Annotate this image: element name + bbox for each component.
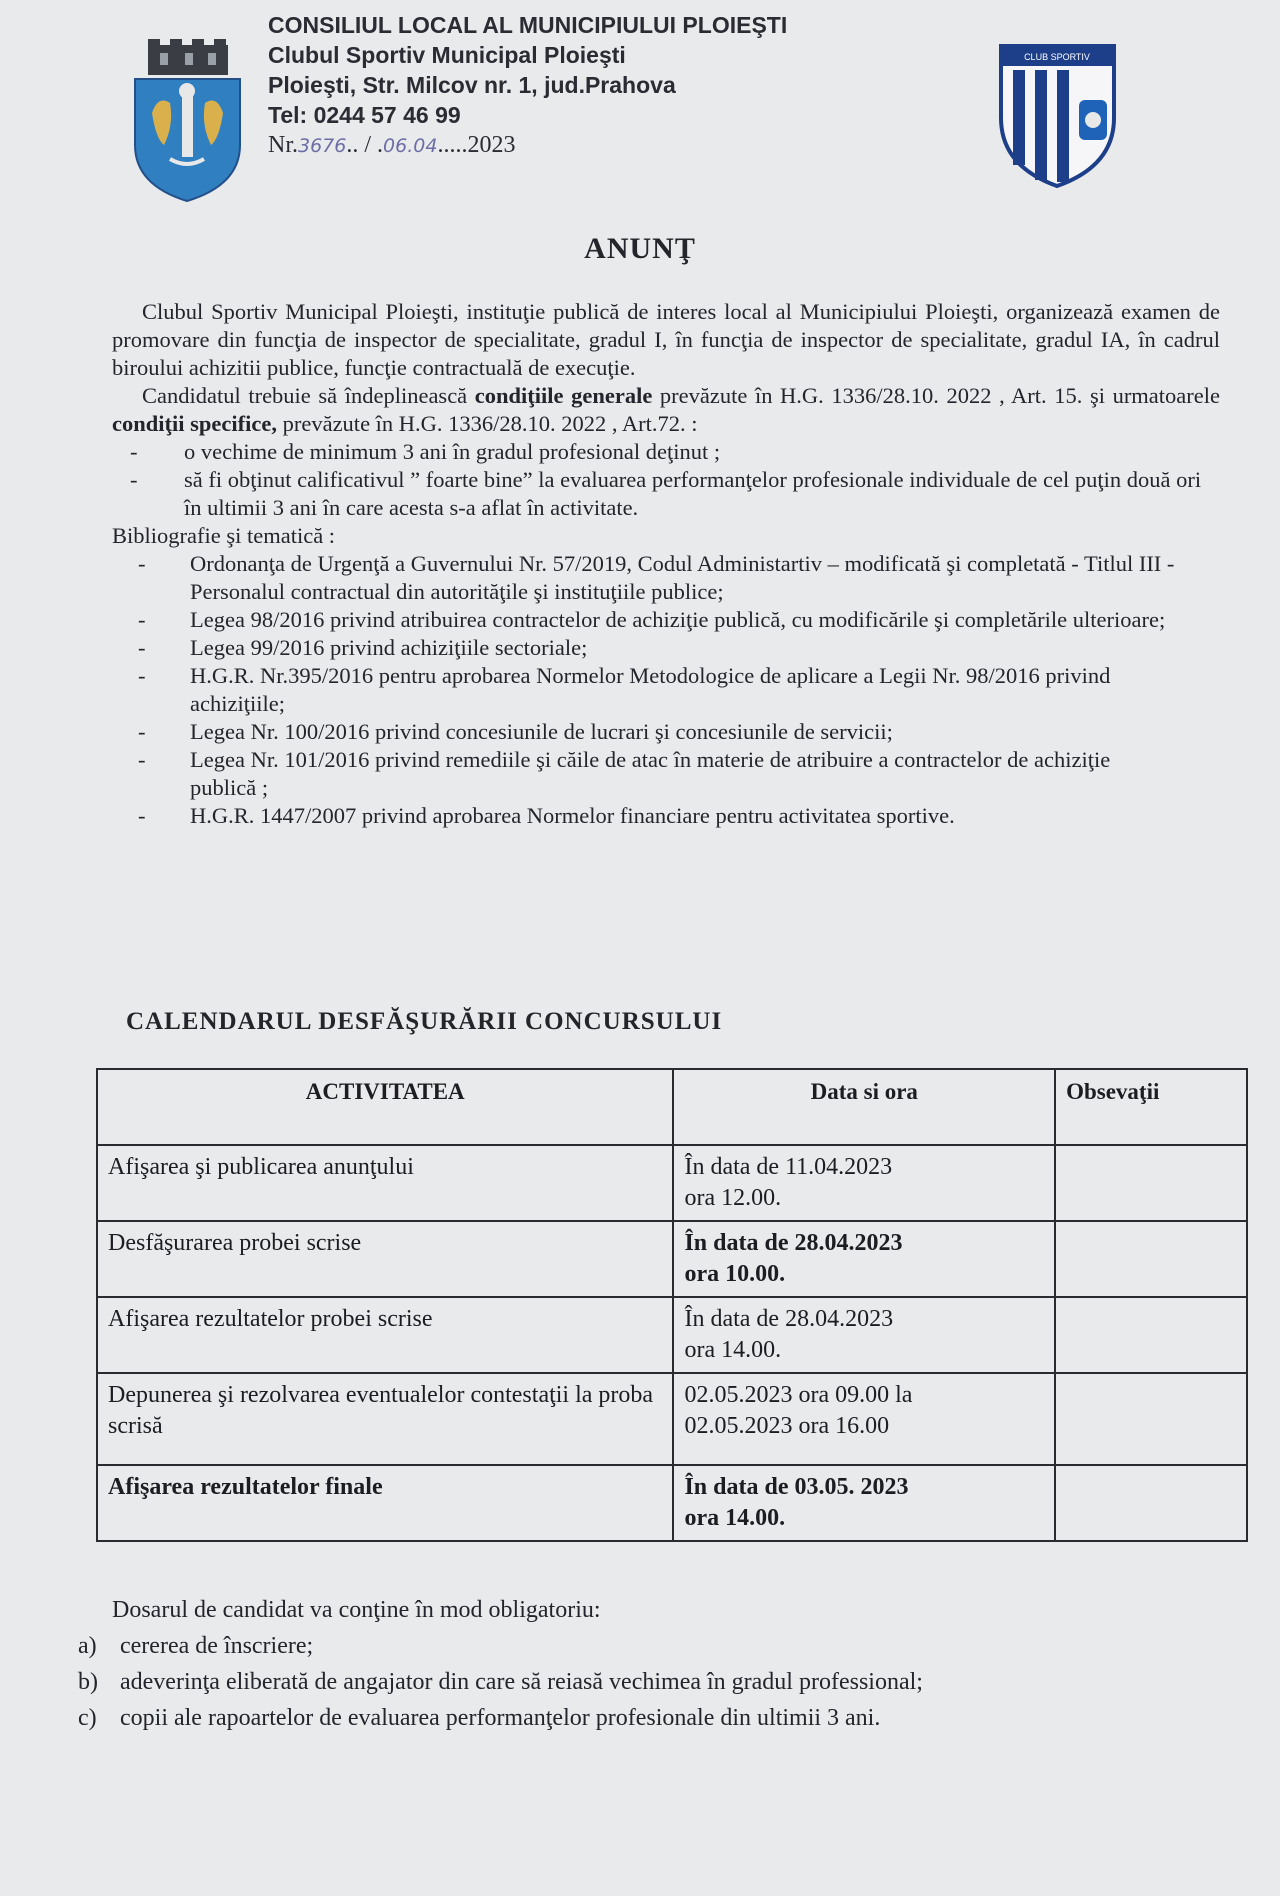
- table-row: [97, 1373, 1247, 1465]
- nr-year: 2023: [467, 132, 516, 158]
- date-line: 02.05.2023 ora 09.00 la: [684, 1382, 913, 1408]
- date-line: În data de 28.04.2023: [684, 1230, 903, 1256]
- table-row: [97, 1465, 1247, 1541]
- document-title: ANUNŢ: [584, 232, 696, 265]
- nr-separator: /: [364, 132, 372, 158]
- bibliography-list: [112, 550, 1220, 830]
- list-item: - Legea 98/2016 privind atribuirea contractelor de achiziţie publică, cu modificările şi completările ulterioare;: [190, 606, 1220, 634]
- table-row: [97, 1297, 1247, 1373]
- registration-number: Nr.3676.. / .06.04.....2023: [268, 132, 516, 158]
- intro-paragraph: Clubul Sportiv Municipal Ploieşti, instituţie publică de interes local al Municipiului Ploieşti, organizează examen de promovare din funcţia de inspector de specialitate, gradul I, în funcţia de inspector de specialitate, gradul IA, în cadrul biroului achizitii publice, funcţie contractuală de execuţie.: [112, 299, 1220, 380]
- date-cell: [673, 1145, 1055, 1221]
- column-header-observations: Obsevaţii: [1055, 1069, 1247, 1145]
- time-line: ora 10.00.: [684, 1261, 786, 1287]
- list-text: copii ale rapoartelor de evaluarea performanţelor profesionale din ultimii 3 ani.: [120, 1705, 881, 1731]
- header-club-name: Clubul Sportiv Municipal Ploieşti: [268, 42, 626, 68]
- dossier-section: [78, 1592, 1218, 1736]
- header-address: Ploieşti, Str. Milcov nr. 1, jud.Prahova: [268, 72, 676, 98]
- list-item: - Legea 99/2016 privind achiziţiile sectoriale;: [190, 634, 1220, 662]
- date-cell: [673, 1221, 1055, 1297]
- observations-cell: [1055, 1465, 1247, 1541]
- observations-cell: [1055, 1373, 1247, 1465]
- conditions-paragraph: [112, 382, 1220, 438]
- list-item: [78, 1628, 1218, 1664]
- nr-handwritten-date: 06.04: [383, 135, 438, 157]
- list-text: adeverinţa eliberată de angajator din care să reiasă vechimea în gradul professional;: [120, 1669, 923, 1695]
- club-logo-text: CLUB SPORTIV: [1024, 52, 1090, 62]
- date-cell: [673, 1465, 1055, 1541]
- conditions-text-2: prevăzute în H.G. 1336/28.10. 2022 , Art. 15. şi urmatoarele: [652, 383, 1221, 408]
- specific-conditions-list: [112, 438, 1220, 522]
- conditions-text-3: prevăzute în H.G. 1336/28.10. 2022 , Art.72. :: [276, 411, 698, 436]
- list-item: [78, 1664, 1218, 1700]
- list-item: - H.G.R. 1447/2007 privind aprobarea Normelor financiare pentru activitatea sportive.: [190, 802, 1220, 830]
- general-conditions-bold: condiţiile generale: [474, 383, 653, 408]
- activity-cell: Depunerea şi rezolvarea eventualelor contestaţii la proba scrisă: [97, 1373, 673, 1465]
- letterhead-text: [268, 10, 787, 161]
- date-cell: [673, 1373, 1055, 1465]
- list-letter: a): [78, 1633, 97, 1659]
- date-line: În data de 11.04.2023: [684, 1154, 893, 1180]
- observations-cell: [1055, 1145, 1247, 1221]
- activity-cell: Afişarea rezultatelor finale: [97, 1465, 673, 1541]
- list-text: cererea de înscriere;: [120, 1633, 314, 1659]
- observations-cell: [1055, 1221, 1247, 1297]
- activity-cell: Afişarea şi publicarea anunţului: [97, 1145, 673, 1221]
- time-line: ora 12.00.: [684, 1185, 782, 1211]
- letterhead: [130, 10, 1150, 195]
- time-line: ora 14.00.: [684, 1337, 782, 1363]
- table-header-row: [97, 1069, 1247, 1145]
- calendar-title: CALENDARUL DESFĂŞURĂRII CONCURSULUI: [126, 1008, 723, 1035]
- header-council: CONSILIUL LOCAL AL MUNICIPIULUI PLOIEŞTI: [268, 12, 788, 38]
- specific-conditions-bold: condiţii specifice,: [112, 411, 277, 436]
- list-letter: c): [78, 1705, 97, 1731]
- bibliography-title: Bibliografie şi tematică :: [112, 523, 336, 548]
- csm-ploiesti-shield-icon: [995, 40, 1120, 190]
- dossier-list: [78, 1628, 1218, 1736]
- calendar-table: [96, 1068, 1248, 1542]
- list-item: - Legea Nr. 100/2016 privind concesiunile de lucrari şi concesiunile de servicii;: [190, 718, 1220, 746]
- list-item: - o vechime de minimum 3 ani în gradul profesional deţinut ;: [164, 438, 1220, 466]
- time-line: ora 14.00.: [684, 1505, 786, 1531]
- list-item: - să fi obţinut calificativul ” foarte bine” la evaluarea performanţelor profesionale individuale de cel puţin două ori în ultimii 3 ani în care acesta s-a aflat în activitate.: [164, 466, 1220, 522]
- list-item: [78, 1700, 1218, 1736]
- observations-cell: [1055, 1297, 1247, 1373]
- document-body: [112, 298, 1220, 830]
- list-item: - Ordonanţa de Urgenţă a Guvernului Nr. 57/2019, Codul Administartiv – modificată şi completată - Titlul III - Personalul contractual din autorităţile şi instituţiile publice;: [190, 550, 1220, 606]
- column-header-activity: ACTIVITATEA: [97, 1069, 673, 1145]
- list-item: - H.G.R. Nr.395/2016 pentru aprobarea Normelor Metodologice de aplicare a Legii Nr. 98/2016 privind achiziţiile;: [190, 662, 1220, 718]
- time-line: 02.05.2023 ora 16.00: [684, 1413, 890, 1439]
- activity-cell: Afişarea rezultatelor probei scrise: [97, 1297, 673, 1373]
- activity-cell: Desfăşurarea probei scrise: [97, 1221, 673, 1297]
- list-letter: b): [78, 1669, 98, 1695]
- nr-prefix: Nr.: [268, 132, 298, 158]
- table-row: [97, 1145, 1247, 1221]
- date-line: În data de 03.05. 2023: [684, 1474, 909, 1500]
- nr-handwritten-number: 3676: [298, 135, 347, 157]
- column-header-date: Data si ora: [673, 1069, 1055, 1145]
- date-cell: [673, 1297, 1055, 1373]
- table-row: [97, 1221, 1247, 1297]
- dossier-title: Dosarul de candidat va conţine în mod obligatoriu:: [112, 1597, 601, 1623]
- list-item: - Legea Nr. 101/2016 privind remediile şi căile de atac în materie de atribuire a contractelor de achiziţie publică ;: [190, 746, 1220, 802]
- conditions-text-1: Candidatul trebuie să îndeplinească: [142, 383, 475, 408]
- header-phone: Tel: 0244 57 46 99: [268, 102, 461, 128]
- date-line: În data de 28.04.2023: [684, 1306, 894, 1332]
- ploiesti-coat-of-arms-icon: [130, 35, 245, 205]
